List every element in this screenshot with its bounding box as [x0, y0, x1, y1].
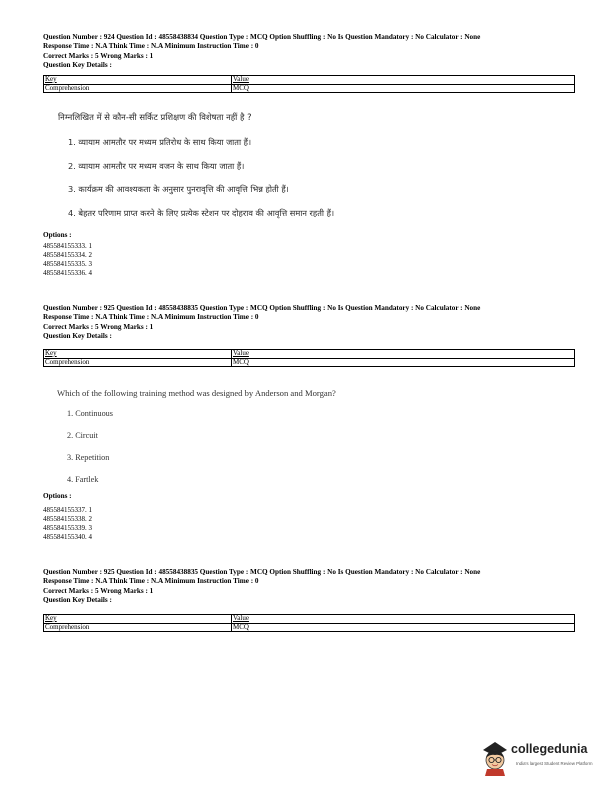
- q924-header-line1: Question Number : 924 Question Id : 48558438834 Question Type : MCQ Option Shuffling : No Is Question Mandatory : No Calculator : None: [43, 33, 481, 41]
- q924-choice-4: 4. बेहतर परिणाम प्राप्त करने के लिए प्रत्येक स्टेशन पर दोहराव की आवृत्ति समान रहती हैं।: [68, 208, 335, 218]
- q924-question-image: [58, 112, 558, 232]
- value-cell: MCQ: [232, 358, 575, 367]
- q924-key-table: [43, 74, 575, 93]
- q925a-option-id-1: 485584155337. 1: [43, 506, 92, 514]
- q925b-key-table: [43, 613, 575, 632]
- q925a-option-id-3: 485584155339. 3: [43, 524, 92, 532]
- q925a-option-id-4: 485584155340. 4: [43, 533, 92, 541]
- key-header: Key: [44, 615, 232, 624]
- logo-brand-text: collegedunia: [511, 742, 588, 756]
- key-cell: Comprehension: [44, 358, 232, 367]
- q925b-header-line1: Question Number : 925 Question Id : 48558438835 Question Type : MCQ Option Shuffling : No Is Question Mandatory : No Calculator : None: [43, 568, 481, 576]
- q925b-header-line2: Response Time : N.A Think Time : N.A Minimum Instruction Time : 0: [43, 577, 259, 586]
- value-header: Value: [232, 350, 575, 359]
- q924-option-id-4: 485584155336. 4: [43, 269, 92, 277]
- q925a-header-line2: Response Time : N.A Think Time : N.A Minimum Instruction Time : 0: [43, 313, 259, 322]
- q924-choice-2: 2. व्यायाम आमतौर पर मध्यम वजन के साथ किया जाता हैं।: [68, 161, 245, 171]
- key-cell: Comprehension: [44, 84, 232, 93]
- value-header: Value: [232, 76, 575, 85]
- q925a-choice-3: 3. Repetition: [67, 453, 110, 462]
- q924-option-id-2: 485584155334. 2: [43, 251, 92, 259]
- q925a-options: [43, 492, 575, 542]
- q925b-header-line3: Correct Marks : 5 Wrong Marks : 1: [43, 586, 154, 595]
- logo-tagline: India's largest Student Review Platform: [516, 761, 593, 766]
- q925a-options-label: Options :: [43, 492, 72, 500]
- q925a-choice-1: 1. Continuous: [67, 409, 113, 418]
- q924-option-id-3: 485584155335. 3: [43, 260, 92, 268]
- q925a-header: [43, 304, 575, 342]
- q925a-header-line4: Question Key Details :: [43, 332, 112, 341]
- collegedunia-logo: [478, 736, 598, 778]
- q925a-header-line3: Correct Marks : 5 Wrong Marks : 1: [43, 322, 154, 331]
- q924-header-line4: Question Key Details :: [43, 61, 112, 70]
- mascot-icon: [478, 736, 512, 776]
- key-cell: Comprehension: [44, 623, 232, 632]
- key-header: Key: [44, 76, 232, 85]
- q925a-choice-2: 2. Circuit: [67, 431, 98, 440]
- q925a-key-table: [43, 348, 575, 367]
- q924-options-label: Options :: [43, 231, 72, 239]
- q925a-choice-4: 4. Fartlek: [67, 475, 99, 484]
- q925a-option-id-2: 485584155338. 2: [43, 515, 92, 523]
- q925a-question-image: [57, 388, 537, 488]
- q924-options: [43, 231, 575, 278]
- q925a-question-text: Which of the following training method was designed by Anderson and Morgan?: [57, 388, 336, 398]
- q924-header-line3: Correct Marks : 5 Wrong Marks : 1: [43, 51, 154, 60]
- q925b-header-line4: Question Key Details :: [43, 596, 112, 605]
- key-header: Key: [44, 350, 232, 359]
- value-cell: MCQ: [232, 84, 575, 93]
- q924-header: [43, 33, 575, 71]
- q924-choice-3: 3. कार्यक्रम की आवश्यकता के अनुसार पुनरावृत्ति की आवृत्ति भिन्न होती हैं।: [68, 184, 289, 194]
- value-cell: MCQ: [232, 623, 575, 632]
- q924-choice-1: 1. व्यायाम आमतौर पर मध्यम प्रतिरोध के साथ किया जाता हैं।: [68, 137, 252, 147]
- q925a-header-line1: Question Number : 925 Question Id : 48558438835 Question Type : MCQ Option Shuffling : No Is Question Mandatory : No Calculator : None: [43, 304, 481, 312]
- q924-option-id-1: 485584155333. 1: [43, 242, 92, 250]
- value-header: Value: [232, 615, 575, 624]
- q924-header-line2: Response Time : N.A Think Time : N.A Minimum Instruction Time : 0: [43, 42, 259, 51]
- q924-question-text: निम्नलिखित में से कौन-सी सर्किट प्रशिक्षण की विशेषता नहीं है ?: [58, 112, 252, 122]
- q925b-header: [43, 568, 575, 606]
